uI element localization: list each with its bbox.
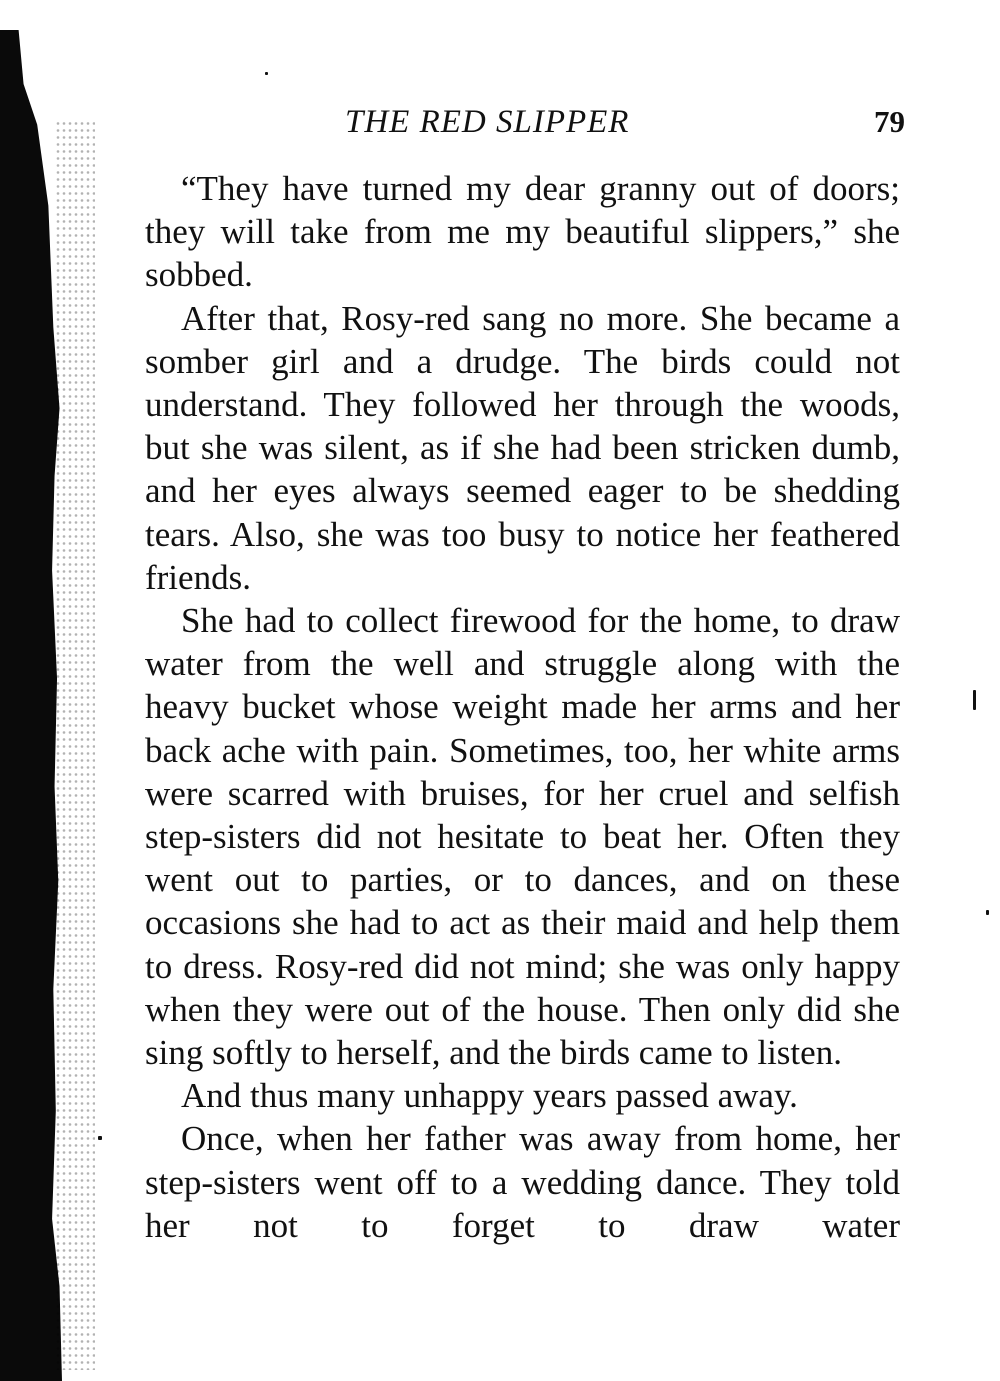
running-head [145, 100, 905, 144]
binding-shadow [0, 30, 62, 1381]
paragraph: She had to collect firewood for the home, to draw water from the well and struggle along with the heavy bucket whose weight made her arms and her back ache with pain. Sometimes, too, her white arms were scarred with bruises, for her cruel and selfish step-sisters did not hesitate to beat her. Often they went out to parties, or to dances, and on these occasions she had to act as their maid and help them to dress. Rosy-red did not mind; she was only happy when they were out of the house. Then only did she sing softly to herself, and the birds came to listen. [145, 601, 900, 1073]
page-number: 79 [874, 104, 905, 139]
print-speck [973, 690, 976, 710]
print-speck [98, 1136, 102, 1140]
body-text [145, 167, 900, 1247]
print-speck [265, 72, 268, 75]
paragraph: “They have turned my dear granny out of doors; they will take from me my beautiful slippers,” she sobbed. [145, 169, 900, 295]
chapter-title: THE RED SLIPPER [345, 104, 630, 140]
paragraph: And thus many unhappy years passed away. [181, 1076, 798, 1116]
paragraph: Once, when her father was away from home, her step-sisters went off to a wedding dance. They told her not to forget to draw water [145, 1119, 900, 1245]
paragraph: After that, Rosy-red sang no more. She became a somber girl and a drudge. The birds could not understand. They followed her through the woods, but she was silent, as if she had been stricken dumb, and her eyes always seemed eager to be shedding tears. Also, she was too busy to notice her feathered friends. [145, 298, 900, 597]
print-speck [986, 910, 989, 915]
binding-edge-texture [55, 120, 95, 1370]
